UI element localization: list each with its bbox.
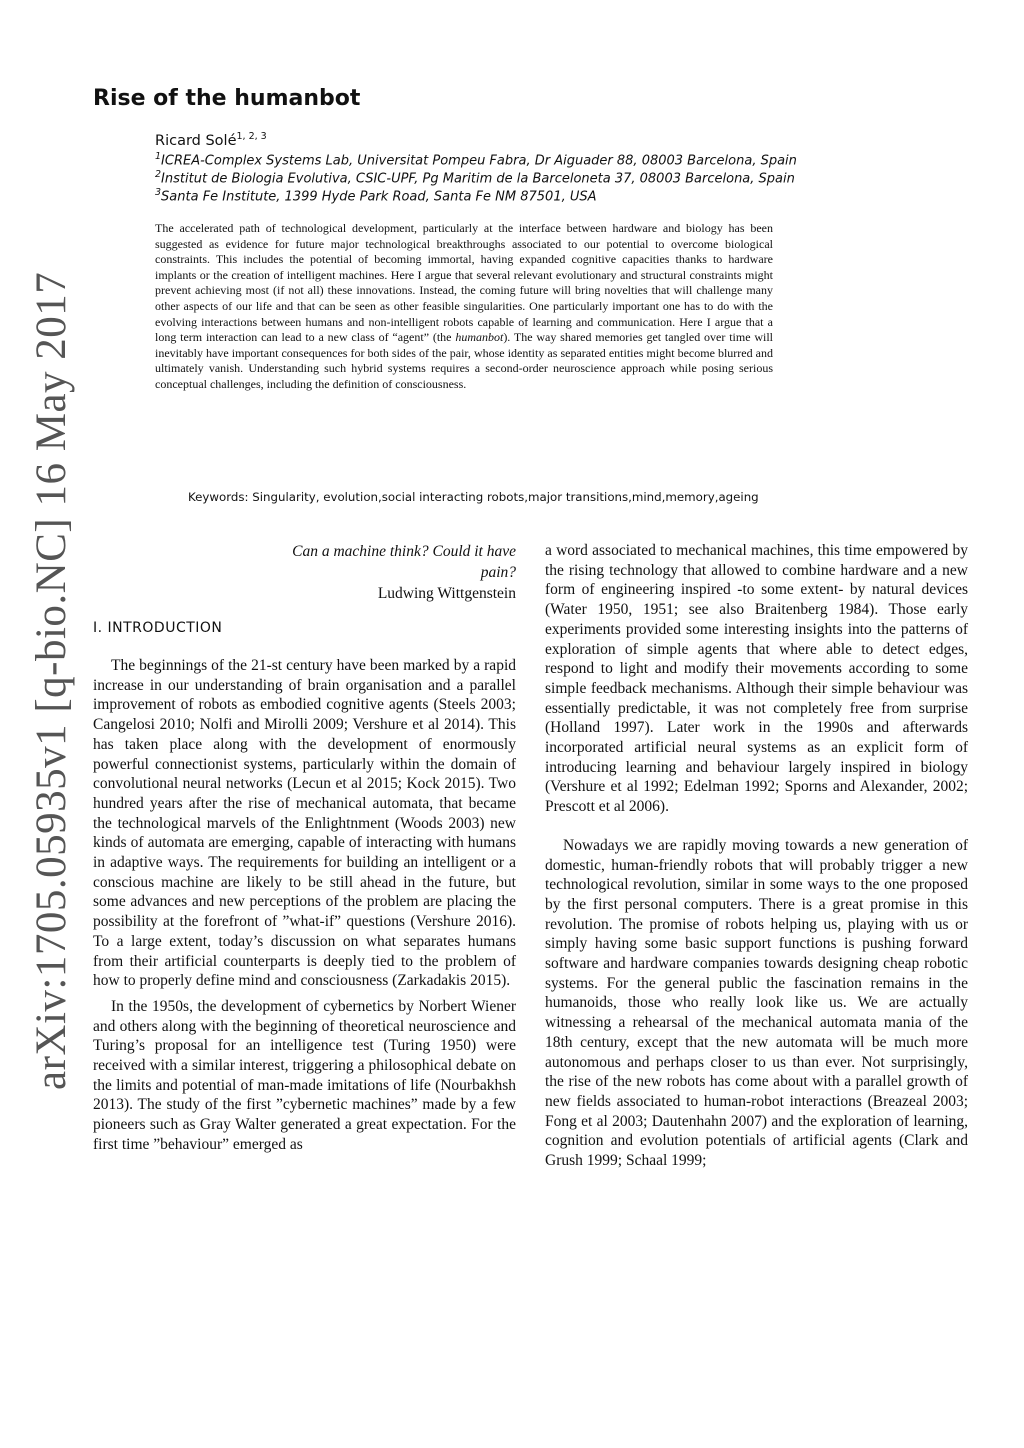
affiliation-3 <box>155 187 597 204</box>
body-paragraph: In the 1950s, the development of cybernetics by Norbert Wiener and others along with the beginning of theoretical neuroscience and Turing’s proposal for an intelligence test (Turing 1950) were received with a similar interest, triggering a philosophical debate on the limits and potential of man-made imitations of life (Nourbakhsh 2013). The study of the first ”cybernetic machines” made by a few pioneers such as Gray Walter generated a great expectation. For the first time ”behaviour” emerged as <box>93 997 516 1153</box>
abstract-text-start: The accelerated path of technological development, particularly at the interface between hardware and biology has been suggested as evidence for future major technological breakthroughs associated to our potential to overcome biological constraints. This includes the potential of becoming immortal, having expanded cognitive capacities thanks to hardware implants or the creation of intelligent machines. Here I argue that several relevant evolutionary and structural constraints might prevent achieving most (if not all) these innovations. Instead, the coming future will bring novelties that will challenge many other aspects of our life and that can be seen as other feasible singularities. One particularly important one has to do with the evolving interactions between humans and non-intelligent robots capable of learning and communication. Here I argue that a long term interaction can lead to a new class of “agent” (the <box>155 221 773 345</box>
affiliation-text: Institut de Biologia Evolutiva, CSIC-UPF, Pg Maritim de la Barceloneta 37, 08003 Barcelona, Spain <box>161 171 795 187</box>
body-paragraph: a word associated to mechanical machines, this time empowered by the rising technology that allowed to combine hardware and a new form of engineering inspired -to some extent- by natural devices (Water 1950, 1951; see also Braitenberg 1984). Those early experiments provided some interesting insights into the patterns of exploration of simple agents that where able to detect edges, respond to light and modify their movements according to some simple feedback mechanisms. Although their simple behaviour was essentially predictable, it was not completely free from surprise (Holland 1997). Later work in the 1990s and afterwards incorporated artificial neural systems as an explicit form of introducing learning and behaviour largely inspired in biology (Vershure et al 1992; Edelman 1992; Sporns and Alexander, 2002; Prescott et al 2006). <box>545 542 968 816</box>
affiliation-2 <box>155 169 795 186</box>
section-heading: I. INTRODUCTION <box>93 620 223 636</box>
affiliation-mark: 2 <box>155 169 162 180</box>
affiliation-mark: 3 <box>155 187 162 198</box>
paper-title: Rise of the humanbot <box>93 86 361 111</box>
epigraph-quote: Can a machine think? Could it have pain? <box>292 543 516 581</box>
body-paragraph: Nowadays we are rapidly moving towards a new generation of domestic, human-friendly robots that will probably trigger a new technological revolution, similar in some ways to the one proposed by the first personal computers. There is a great promise in this revolution. The promise of robots helping us, playing with us or simply having some basic support functions is pushing forward software and hardware companies towards designing cheap robotic systems. For the general public the fascination remains in the humanoids, those who really look like us. We are actually witnessing a rehearsal of the mechanical automata mania of the 18th century, except that the new automata will be much more autonomous and perhaps closer to us than ever. Not surprisingly, the rise of the new robots has come about with a parallel growth of new fields associated to human-robot interactions (Breazeal 2003; Fong et al 2003; Dautenhahn 2007) and the exploration of learning, cognition and evolution potentials of artificial agents (Clark and Grush 1999; Schaal 1999; <box>545 836 968 1170</box>
abstract <box>155 221 773 393</box>
abstract-text-end: ). The way shared memories get tangled over time will inevitably have important consequences for both sides of the pair, whose identity as separated entities might become blurred and ultimately vanish. Understanding such hybrid systems requires a second-order neuroscience approach while posing serious conceptual challenges, including the definition of consciousness. <box>155 330 773 391</box>
abstract-emphasis: humanbot <box>455 330 504 345</box>
affiliation-text: Santa Fe Institute, 1399 Hyde Park Road, Santa Fe NM 87501, USA <box>161 189 597 205</box>
author-name: Ricard Solé <box>155 132 237 149</box>
epigraph <box>290 541 516 604</box>
affiliation-text: ICREA-Complex Systems Lab, Universitat Pompeu Fabra, Dr Aiguader 88, 08003 Barcelona, Spain <box>161 153 797 169</box>
keywords: Keywords: Singularity, evolution,social interacting robots,major transitions,mind,memory,ageing <box>188 490 759 504</box>
affiliation-1 <box>155 151 797 168</box>
affiliation-mark: 1 <box>155 151 162 162</box>
author-line <box>155 131 267 149</box>
left-column <box>93 656 516 1155</box>
right-column <box>545 541 968 1171</box>
author-affiliation-marks: 1, 2, 3 <box>236 131 267 142</box>
body-paragraph: The beginnings of the 21-st century have been marked by a rapid increase in our understanding of brain organisation and a parallel improvement of robots as embodied cognitive agents (Steels 2003; Cangelosi 2010; Nolfi and Mirolli 2009; Vershure et al 2014). This has taken place along with the development of enormously powerful connectionist systems, particularly within the domain of convolutional neural networks (Lecun et al 2015; Kock 2015). Two hundred years after the rise of mechanical automata, that became the technological marvels of the Enlightnment (Woods 2003) new kinds of automata are emerging, capable of interacting with humans in adaptive ways. The requirements for building an intelligent or a conscious machine are likely to be still ahead in the future, but some advances and new perceptions of the problem are placing the possibility at the forefront of ”what-if” questions (Vershure 2016). To a large extent, today’s discussion on what separates humans from their artificial counterparts is deeply tied to the problem of how to properly define mind and consciousness (Zarkadakis 2015). <box>93 657 516 990</box>
epigraph-attribution: Ludwing Wittgenstein <box>377 585 516 602</box>
arxiv-identifier: arXiv:1705.05935v1 [q-bio.NC] 16 May 2017 <box>28 271 75 1090</box>
